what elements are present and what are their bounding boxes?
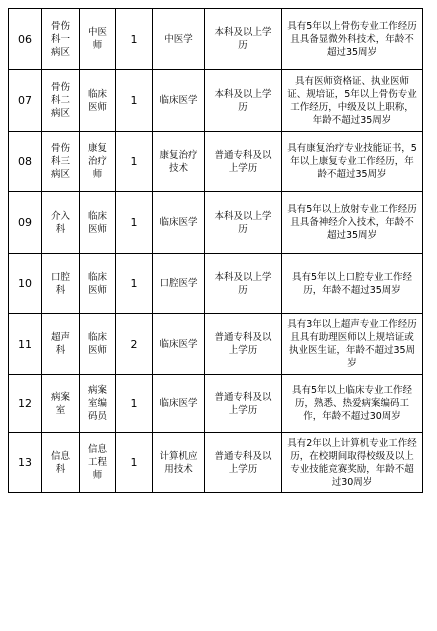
- department-cell: 信息科: [42, 433, 80, 493]
- education-cell: 普通专科及以上学历: [205, 375, 282, 433]
- position-cell: 临床医师: [80, 314, 116, 375]
- table-row: [9, 433, 423, 493]
- major-cell: 计算机应用技术: [153, 433, 205, 493]
- position-cell: 临床医师: [80, 192, 116, 254]
- department-cell: 骨伤科二病区: [42, 70, 80, 132]
- table-row: [9, 9, 423, 70]
- table-row: [9, 132, 423, 192]
- requirements-cell: 具有5年以上骨伤专业工作经历且具备显微外科技术，年龄不超过35周岁: [282, 9, 423, 70]
- table-row: [9, 375, 423, 433]
- department-cell: 骨伤科一病区: [42, 9, 80, 70]
- requirements-cell: 具有医师资格证、执业医师证、规培证，5年以上骨伤专业工作经历，中级及以上职称，年龄不超过35周岁: [282, 70, 423, 132]
- major-cell: 口腔医学: [153, 254, 205, 314]
- department-cell: 口腔科: [42, 254, 80, 314]
- department-cell: 病案室: [42, 375, 80, 433]
- education-cell: 本科及以上学历: [205, 9, 282, 70]
- table-row: [9, 70, 423, 132]
- education-cell: 本科及以上学历: [205, 254, 282, 314]
- row-number: 06: [9, 9, 42, 70]
- major-cell: 临床医学: [153, 192, 205, 254]
- row-number: 11: [9, 314, 42, 375]
- requirements-cell: 具有康复治疗专业技能证书，5年以上康复专业工作经历，年龄不超过35周岁: [282, 132, 423, 192]
- requirements-cell: 具有5年以上临床专业工作经历，熟悉、热爱病案编码工作，年龄不超过30周岁: [282, 375, 423, 433]
- major-cell: 临床医学: [153, 314, 205, 375]
- row-number: 12: [9, 375, 42, 433]
- table-row: [9, 314, 423, 375]
- headcount-cell: 1: [116, 433, 153, 493]
- headcount-cell: 1: [116, 9, 153, 70]
- headcount-cell: 1: [116, 70, 153, 132]
- major-cell: 康复治疗技术: [153, 132, 205, 192]
- position-cell: 中医师: [80, 9, 116, 70]
- position-cell: 临床医师: [80, 70, 116, 132]
- requirements-cell: 具有3年以上超声专业工作经历且具有助理医师以上规培证或执业医生证，年龄不超过35周岁: [282, 314, 423, 375]
- education-cell: 普通专科及以上学历: [205, 314, 282, 375]
- education-cell: 本科及以上学历: [205, 192, 282, 254]
- recruitment-table: [8, 8, 423, 493]
- major-cell: 临床医学: [153, 375, 205, 433]
- table-body: [9, 9, 423, 493]
- department-cell: 骨伤科三病区: [42, 132, 80, 192]
- table-row: [9, 254, 423, 314]
- headcount-cell: 1: [116, 192, 153, 254]
- major-cell: 中医学: [153, 9, 205, 70]
- row-number: 10: [9, 254, 42, 314]
- position-cell: 临床医师: [80, 254, 116, 314]
- headcount-cell: 1: [116, 254, 153, 314]
- education-cell: 普通专科及以上学历: [205, 132, 282, 192]
- row-number: 13: [9, 433, 42, 493]
- headcount-cell: 1: [116, 375, 153, 433]
- table-row: [9, 192, 423, 254]
- row-number: 08: [9, 132, 42, 192]
- row-number: 07: [9, 70, 42, 132]
- requirements-cell: 具有2年以上计算机专业工作经历，在校期间取得校级及以上专业技能竞赛奖励，年龄不超过30周岁: [282, 433, 423, 493]
- major-cell: 临床医学: [153, 70, 205, 132]
- requirements-cell: 具有5年以上口腔专业工作经历，年龄不超过35周岁: [282, 254, 423, 314]
- position-cell: 康复治疗师: [80, 132, 116, 192]
- department-cell: 超声科: [42, 314, 80, 375]
- position-cell: 病案室编码员: [80, 375, 116, 433]
- requirements-cell: 具有5年以上放射专业工作经历且具备神经介入技术，年龄不超过35周岁: [282, 192, 423, 254]
- row-number: 09: [9, 192, 42, 254]
- education-cell: 本科及以上学历: [205, 70, 282, 132]
- position-cell: 信息工程师: [80, 433, 116, 493]
- headcount-cell: 2: [116, 314, 153, 375]
- education-cell: 普通专科及以上学历: [205, 433, 282, 493]
- department-cell: 介入科: [42, 192, 80, 254]
- headcount-cell: 1: [116, 132, 153, 192]
